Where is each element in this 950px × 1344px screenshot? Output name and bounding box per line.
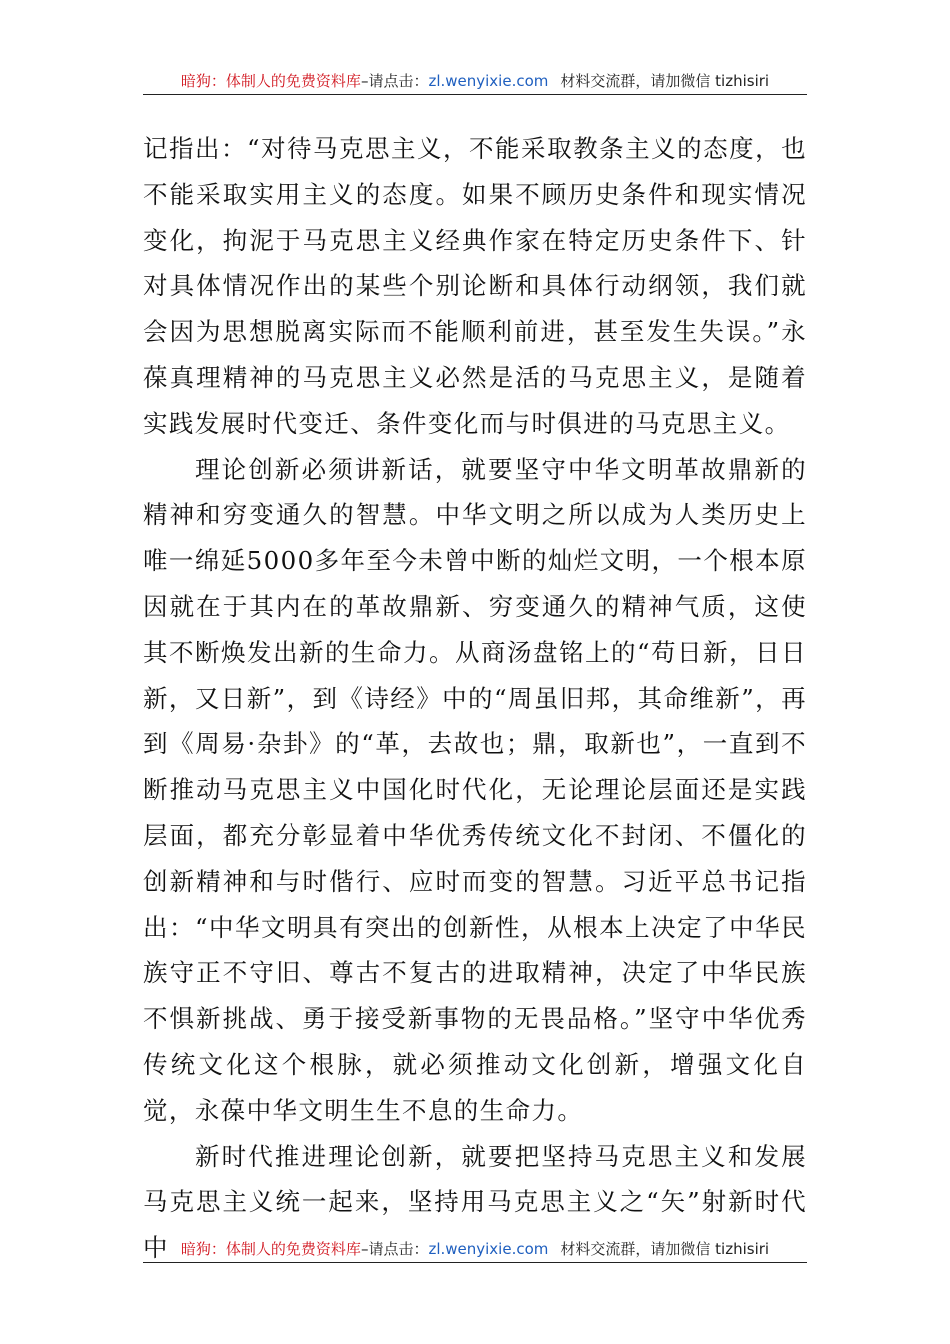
header-click-prompt: –请点击：	[360, 72, 429, 90]
footer-url-link[interactable]: zl.wenyixie.com	[428, 1240, 549, 1258]
footer-site-name: 暗狗：体制人的免费资料库	[180, 1240, 361, 1258]
footer-click-prompt: –请点击：	[360, 1240, 429, 1258]
footer-group-note: 材料交流群，请加微信 tizhisiri	[560, 1240, 770, 1258]
header-site-name: 暗狗：体制人的免费资料库	[180, 72, 361, 90]
header-url-link[interactable]: zl.wenyixie.com	[428, 72, 549, 90]
header-group-note: 材料交流群，请加微信 tizhisiri	[560, 72, 770, 90]
paragraph-2: 理论创新必须讲新话，就要坚守中华文明革故鼎新的精神和穷变通久的智慧。中华文明之所以成为人类历史上唯一绵延5000多年至今未曾中断的灿烂文明，一个根本原因就在于其内在的革故鼎新、穷变通久的精神气质，这使其不断焕发出新的生命力。从商汤盘铭上的“苟日新，日日新，又日新”，到《诗经》中的“周虽旧邦，其命维新”，再到《周易·杂卦》的“革，去故也；鼎，取新也”，一直到不断推动马克思主义中国化时代化，无论理论层面还是实践层面，都充分彰显着中华优秀传统文化不封闭、不僵化的创新精神和与时偕行、应时而变的智慧。习近平总书记指出：“中华文明具有突出的创新性，从根本上决定了中华民族守正不守旧、尊古不复古的进取精神，决定了中华民族不惧新挑战、勇于接受新事物的无畏品格。”坚守中华优秀传统文化这个根脉，就必须推动文化创新，增强文化自觉，永葆中华文明生生不息的生命力。	[143, 454, 807, 1125]
page-header	[143, 68, 807, 95]
paragraph-3: 新时代推进理论创新，就要把坚持马克思主义和发展马克思主义统一起来，坚持用马克思主义之“矢”射新时代中	[143, 1141, 807, 1263]
paragraph-1: 记指出：“对待马克思主义，不能采取教条主义的态度，也不能采取实用主义的态度。如果不顾历史条件和现实情况变化，拘泥于马克思主义经典作家在特定历史条件下、针对具体情况作出的某些个别论断和具体行动纲领，我们就会因为思想脱离实际而不能顺利前进，甚至发生失误。”永葆真理精神的马克思主义必然是活的马克思主义，是随着实践发展时代变迁、条件变化而与时俱进的马克思主义。	[143, 134, 807, 438]
page-footer	[143, 1236, 807, 1263]
body-text	[143, 126, 807, 1271]
